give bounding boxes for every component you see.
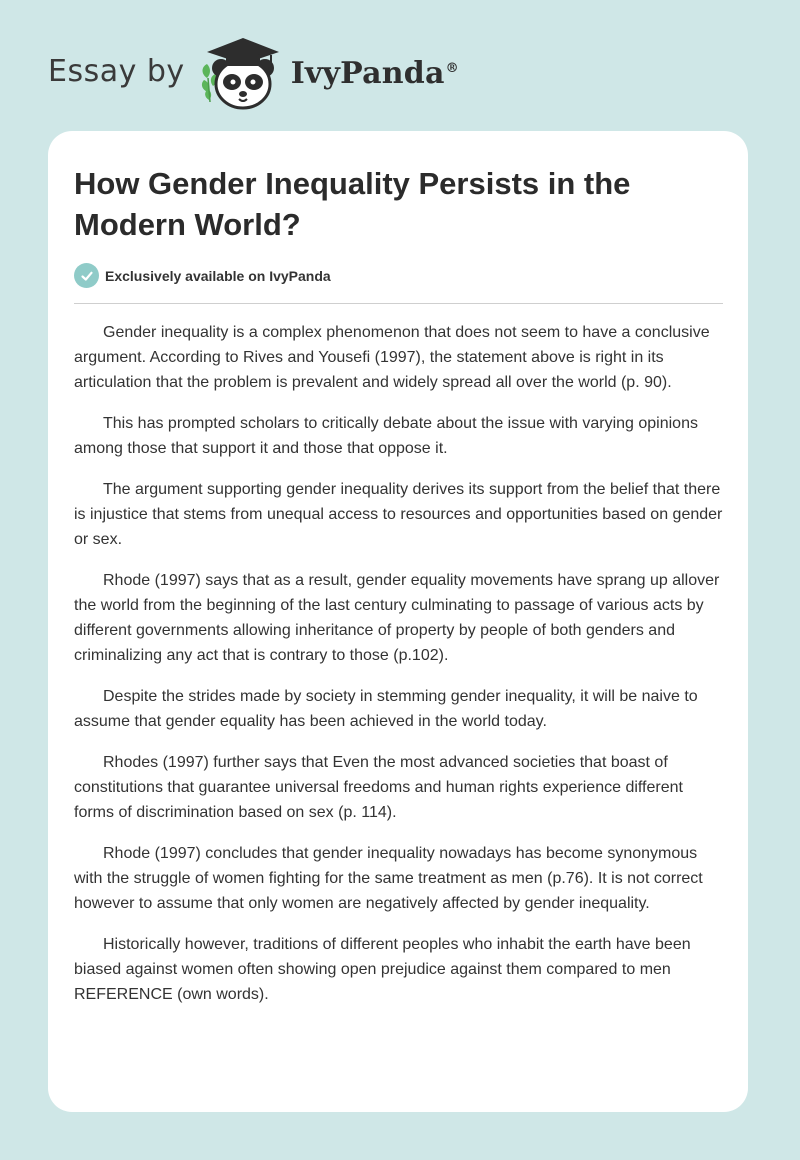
site-header <box>48 34 459 114</box>
ivypanda-logo[interactable] <box>199 34 459 114</box>
paragraph: The argument supporting gender inequality derives its support from the belief that there is injustice that stems from unequal access to resources and opportunities based on gender or sex. <box>74 481 723 548</box>
brand-name: IvyPanda® <box>290 55 459 91</box>
essay-card <box>48 131 748 1112</box>
exclusive-badge <box>74 263 331 288</box>
panda-graduate-icon <box>199 34 289 114</box>
badge-label: Exclusively available on IvyPanda <box>105 267 331 284</box>
paragraph: Rhode (1997) says that as a result, gender equality movements have sprang up allover the world from the beginning of the last century culminating to passage of various acts by different governments allowing inheritance of property by people of both genders and criminalizing any act that is contrary to those (p.102). <box>74 572 720 664</box>
essay-by-label: Essay by <box>48 53 185 89</box>
registered-mark: ® <box>445 60 459 76</box>
paragraph: Rhode (1997) concludes that gender inequality nowadays has become synonymous with the struggle of women fighting for the same treatment as men (p.76). It is not correct however to assume that only women are negatively affected by gender inequality. <box>74 845 703 912</box>
essay-body <box>74 320 724 1023</box>
paragraph: Rhodes (1997) further says that Even the most advanced societies that boast of constitutions that guarantee universal freedoms and human rights experience different forms of discrimination based on sex (p. 114). <box>74 754 683 821</box>
divider <box>74 303 723 304</box>
paragraph: This has prompted scholars to critically debate about the issue with varying opinions among those that support it and those that oppose it. <box>74 415 698 457</box>
paragraph: Historically however, traditions of different peoples who inhabit the earth have been biased against women often showing open prejudice against them compared to men REFERENCE (own words). <box>74 936 691 1003</box>
paragraph: Despite the strides made by society in stemming gender inequality, it will be naive to assume that gender equality has been achieved in the world today. <box>74 688 698 730</box>
paragraph: Gender inequality is a complex phenomenon that does not seem to have a conclusive argument. According to Rives and Yousefi (1997), the statement above is right in its articulation that the problem is prevalent and widely spread all over the world (p. 90). <box>74 324 710 391</box>
check-circle-icon <box>74 263 99 288</box>
page-title: How Gender Inequality Persists in the Modern World? <box>74 166 631 242</box>
